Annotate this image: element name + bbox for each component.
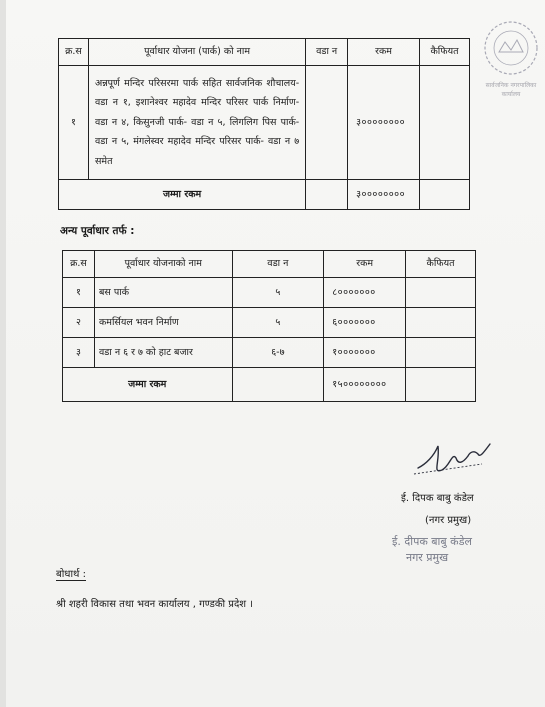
row-amount: ६००००००० bbox=[324, 308, 406, 338]
name-stamp bbox=[392, 534, 472, 566]
header-sn: क्र.स bbox=[63, 251, 95, 278]
cc-label-text: बोधार्थ : bbox=[56, 569, 86, 580]
signatory-title: (नगर प्रमुख) bbox=[425, 515, 472, 526]
header-remarks: कैफियत bbox=[406, 251, 476, 278]
signatory-name: ई. दिपक बाबु कंडेल bbox=[401, 493, 474, 504]
total-amount: १५०००००००० bbox=[324, 368, 406, 402]
header-remarks: कैफियत bbox=[420, 39, 470, 66]
row-sn: ३ bbox=[63, 338, 95, 368]
header-amount: रकम bbox=[324, 251, 406, 278]
scan-edge bbox=[0, 0, 6, 707]
cc-recipient: श्री शहरी विकास तथा भवन कार्यालय , गण्डकी प्रदेश । bbox=[56, 599, 254, 610]
seal-text: सार्वजनिक नगरपालिका कार्यालय bbox=[485, 82, 537, 98]
table-header-row bbox=[59, 39, 470, 66]
total-row bbox=[59, 180, 470, 210]
cc-label bbox=[56, 566, 86, 580]
row-ward bbox=[306, 66, 348, 180]
row-remarks bbox=[406, 308, 476, 338]
total-label: जम्मा रकम bbox=[63, 368, 233, 402]
row-amount: ८००००००० bbox=[324, 278, 406, 308]
section-title: अन्य पूर्वाधार तर्फ : bbox=[60, 225, 135, 237]
total-label: जम्मा रकम bbox=[59, 180, 306, 210]
header-ward: वडा न bbox=[306, 39, 348, 66]
row-plan-name: अन्नपूर्ण मन्दिर परिसरमा पार्क सहित सार्वजनिक शौचालय-वडा न १, इशानेश्वर महादेव मन्दिर परिसर पार्क निर्माण- वडा न ४, किसुनजी पार्क- वडा न ५, लिगलिग पिस पार्क- वडा न ५, मंगलेस्वर महादेव मन्दिर परिसर पार्क- वडा न ७ समेत bbox=[88, 66, 305, 180]
seal-emblem-icon bbox=[481, 18, 541, 78]
total-amount: ३०००००००० bbox=[348, 180, 420, 210]
table-row bbox=[59, 66, 470, 180]
row-ward: ५ bbox=[232, 278, 324, 308]
row-sn: २ bbox=[63, 308, 95, 338]
row-amount: ३०००००००० bbox=[348, 66, 420, 180]
table-row bbox=[63, 308, 476, 338]
header-plan-name: पूर्वाधार योजनाको नाम bbox=[94, 251, 232, 278]
table-row bbox=[63, 278, 476, 308]
stamp-name: ई. दीपक बाबु कंडेल bbox=[392, 535, 472, 548]
row-remarks bbox=[406, 278, 476, 308]
total-ward-cell bbox=[232, 368, 324, 402]
row-ward: ५ bbox=[232, 308, 324, 338]
park-infrastructure-table bbox=[58, 38, 470, 210]
table-header-row bbox=[63, 251, 476, 278]
stamp-title: नगर प्रमुख bbox=[406, 551, 449, 564]
header-plan-name: पूर्वाधार योजना (पार्क) को नाम bbox=[88, 39, 305, 66]
row-plan-name: कमर्सियल भवन निर्माण bbox=[94, 308, 232, 338]
row-amount: १००००००० bbox=[324, 338, 406, 368]
header-sn: क्र.स bbox=[59, 39, 89, 66]
total-remarks-cell bbox=[406, 368, 476, 402]
office-seal bbox=[480, 18, 542, 116]
row-plan-name: बस पार्क bbox=[94, 278, 232, 308]
total-row bbox=[63, 368, 476, 402]
total-remarks-cell bbox=[420, 180, 470, 210]
row-plan-name: वडा न ६ र ७ को हाट बजार bbox=[94, 338, 232, 368]
row-remarks bbox=[420, 66, 470, 180]
header-ward: वडा न bbox=[232, 251, 324, 278]
table-row bbox=[63, 338, 476, 368]
row-remarks bbox=[406, 338, 476, 368]
total-ward-cell bbox=[306, 180, 348, 210]
other-infrastructure-table bbox=[62, 250, 476, 402]
header-amount: रकम bbox=[348, 39, 420, 66]
row-sn: १ bbox=[59, 66, 89, 180]
row-ward: ६-७ bbox=[232, 338, 324, 368]
row-sn: १ bbox=[63, 278, 95, 308]
handwritten-signature bbox=[412, 434, 502, 484]
